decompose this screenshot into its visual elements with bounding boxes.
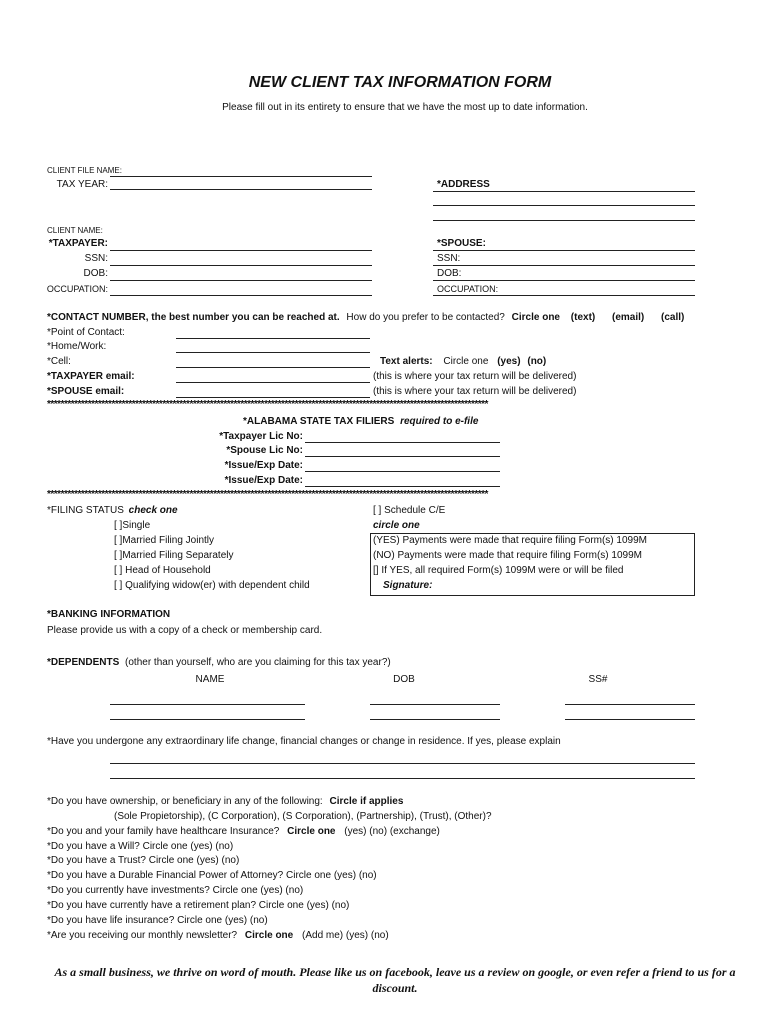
ownership-question: *Do you have ownership, or beneficiary in any of the following:	[47, 796, 323, 807]
schedule-ce-checkbox[interactable]: [ ] Schedule C/E	[373, 505, 446, 516]
dependent-1-ss-field[interactable]	[565, 704, 695, 705]
cell-label: *Cell:	[47, 356, 71, 367]
tax-year-label: TAX YEAR:	[56, 179, 108, 190]
home-work-label: *Home/Work:	[47, 341, 107, 352]
alabama-heading: *ALABAMA STATE TAX FILIERS	[243, 416, 395, 427]
spouse-email-label: *SPOUSE email:	[47, 386, 125, 397]
filing-option-married-jointly[interactable]: [ ]Married Filing Jointly	[114, 535, 215, 546]
dependents-col-ss: SS#	[588, 674, 608, 685]
newsletter-circle-one: Circle one	[244, 930, 294, 941]
healthcare-circle-one: Circle one	[287, 826, 336, 837]
investments-question[interactable]: *Do you currently have investments? Circle one (yes) (no)	[47, 885, 304, 896]
address-line-2[interactable]	[433, 205, 695, 206]
dependents-heading: *DEPENDENTS	[47, 657, 120, 668]
dependent-2-ss-field[interactable]	[565, 719, 695, 720]
filing-status-check-one: check one	[128, 505, 178, 516]
form-title: NEW CLIENT TAX INFORMATION FORM	[248, 74, 552, 91]
issue-exp-date-field-1[interactable]	[305, 471, 500, 472]
issue-exp-date-label-1: *Issue/Exp Date:	[224, 460, 303, 471]
client-name-label: CLIENT NAME:	[47, 226, 103, 235]
taxpayer-ssn-label: SSN:	[84, 253, 108, 264]
filing-option-married-separately[interactable]: [ ]Married Filing Separately	[114, 550, 234, 561]
alabama-heading-note: required to e-file	[400, 416, 479, 427]
separator-line-1: **********************************************************************************************************************************	[47, 400, 488, 410]
dependent-2-name-field[interactable]	[110, 719, 305, 720]
text-alerts-no[interactable]: (no)	[527, 356, 547, 367]
point-of-contact-field[interactable]	[176, 338, 370, 339]
taxpayer-dob-field[interactable]	[110, 280, 372, 281]
taxpayer-name-field[interactable]	[110, 250, 372, 251]
contact-heading: *CONTACT NUMBER, the best number you can be reached at.	[47, 312, 340, 323]
ownership-question-row	[47, 796, 403, 808]
life-change-question: *Have you undergone any extraordinary life change, financial changes or change in residence. If yes, please explain	[47, 736, 561, 747]
will-question[interactable]: *Do you have a Will? Circle one (yes) (no)	[47, 841, 234, 852]
filing-option-single[interactable]: [ ]Single	[114, 520, 151, 531]
form-1099m-signature-label: Signature:	[383, 580, 433, 591]
contact-circle-one: Circle one	[511, 312, 560, 323]
schedule-circle-one: circle one	[373, 520, 420, 531]
dependent-1-name-field[interactable]	[110, 704, 305, 705]
separator-line-2: **********************************************************************************************************************************	[47, 490, 488, 500]
address-line-3[interactable]	[433, 220, 695, 221]
taxpayer-dob-label: DOB:	[83, 268, 108, 279]
taxpayer-occupation-field[interactable]	[110, 295, 372, 296]
healthcare-options[interactable]: (yes) (no) (exchange)	[344, 826, 440, 837]
taxpayer-lic-label: *Taxpayer Lic No:	[219, 431, 303, 442]
text-alerts-row	[380, 356, 546, 368]
retirement-question[interactable]: *Do you have currently have a retirement plan? Circle one (yes) (no)	[47, 900, 350, 911]
form-subtitle: Please fill out in its entirety to ensure that we have the most up to date information.	[222, 102, 588, 113]
spouse-occupation-label: OCCUPATION:	[437, 284, 499, 294]
form-1099m-filed-checkbox[interactable]: [] If YES, all required Form(s) 1099M were or will be filed	[373, 565, 624, 576]
dependent-2-dob-field[interactable]	[370, 719, 500, 720]
spouse-dob-label: DOB:	[437, 268, 462, 279]
spouse-label: *SPOUSE:	[437, 238, 486, 249]
life-insurance-question[interactable]: *Do you have life insurance? Circle one (yes) (no)	[47, 915, 268, 926]
spouse-email-field[interactable]	[176, 397, 370, 398]
dependent-1-dob-field[interactable]	[370, 704, 500, 705]
filing-option-qualifying-widow[interactable]: [ ] Qualifying widow(er) with dependent child	[114, 580, 310, 591]
issue-exp-date-field-2[interactable]	[305, 486, 500, 487]
life-change-answer-line-1[interactable]	[110, 763, 695, 764]
client-file-name-label: CLIENT FILE NAME:	[47, 166, 122, 175]
healthcare-question-row	[47, 826, 440, 838]
banking-heading: *BANKING INFORMATION	[47, 609, 171, 620]
contact-option-call[interactable]: (call)	[661, 312, 685, 323]
filing-status-label: *FILING STATUS	[47, 505, 124, 516]
text-alerts-yes[interactable]: (yes)	[497, 356, 521, 367]
dependents-note: (other than yourself, who are you claiming for this tax year?)	[125, 657, 391, 668]
form-1099m-yes[interactable]: (YES) Payments were made that require filing Form(s) 1099M	[373, 535, 647, 546]
spouse-lic-field[interactable]	[305, 456, 500, 457]
contact-option-text[interactable]: (text)	[570, 312, 596, 323]
contact-heading-row	[47, 312, 684, 324]
point-of-contact-label: *Point of Contact:	[47, 327, 125, 338]
banking-text: Please provide us with a copy of a check or membership card.	[47, 625, 323, 636]
alabama-heading-row	[243, 416, 478, 428]
dependents-col-name: NAME	[195, 674, 225, 685]
taxpayer-email-note: (this is where your tax return will be delivered)	[373, 371, 577, 382]
client-file-name-field[interactable]	[110, 176, 372, 177]
spouse-ssn-label: SSN:	[437, 253, 461, 264]
taxpayer-email-field[interactable]	[176, 382, 370, 383]
footer-message: As a small business, we thrive on word of mouth. Please like us on facebook, leave us a review on google, or even refer a friend to us for a discount.	[54, 965, 736, 995]
text-alerts-circle-one: Circle one	[443, 356, 489, 367]
spouse-dob-field[interactable]	[433, 280, 695, 281]
filing-status-heading	[47, 505, 178, 517]
filing-option-head-of-household[interactable]: [ ] Head of Household	[114, 565, 211, 576]
contact-option-email[interactable]: (email)	[612, 312, 645, 323]
spouse-email-note: (this is where your tax return will be delivered)	[373, 386, 577, 397]
home-work-field[interactable]	[176, 352, 370, 353]
dependents-col-dob: DOB	[393, 674, 415, 685]
trust-question[interactable]: *Do you have a Trust? Circle one (yes) (no)	[47, 855, 240, 866]
newsletter-question: *Are you receiving our monthly newsletter?	[47, 930, 238, 941]
address-label: *ADDRESS	[437, 179, 490, 190]
address-line-1[interactable]	[433, 191, 695, 192]
poa-question[interactable]: *Do you have a Durable Financial Power of Attorney? Circle one (yes) (no)	[47, 870, 377, 881]
taxpayer-email-label: *TAXPAYER email:	[47, 371, 135, 382]
form-1099m-no[interactable]: (NO) Payments were made that require filing Form(s) 1099M	[373, 550, 642, 561]
issue-exp-date-label-2: *Issue/Exp Date:	[224, 475, 303, 486]
spouse-occupation-field[interactable]	[433, 295, 695, 296]
spouse-lic-label: *Spouse Lic No:	[226, 445, 303, 456]
dependents-heading-row	[47, 657, 391, 669]
cell-field[interactable]	[176, 367, 370, 368]
ownership-options[interactable]: (Sole Propietorship), (C Corporation), (S Corporation), (Partnership), (Trust), (Other)?	[114, 811, 492, 822]
life-change-answer-line-2[interactable]	[110, 778, 695, 779]
contact-prefer-question: How do you prefer to be contacted?	[346, 312, 505, 323]
spouse-name-field[interactable]	[433, 250, 695, 251]
text-alerts-label: Text alerts:	[380, 356, 433, 367]
newsletter-question-row	[47, 930, 389, 942]
tax-year-field[interactable]	[110, 189, 372, 190]
form-1099m-box	[370, 533, 695, 596]
ownership-circle-if-applies: Circle if applies	[329, 796, 404, 807]
taxpayer-lic-field[interactable]	[305, 442, 500, 443]
healthcare-question: *Do you and your family have healthcare Insurance?	[47, 826, 280, 837]
taxpayer-occupation-label: OCCUPATION:	[46, 284, 108, 294]
spouse-ssn-field[interactable]	[433, 265, 695, 266]
taxpayer-ssn-field[interactable]	[110, 265, 372, 266]
taxpayer-label: *TAXPAYER:	[48, 238, 108, 249]
newsletter-options[interactable]: (Add me) (yes) (no)	[302, 930, 389, 941]
